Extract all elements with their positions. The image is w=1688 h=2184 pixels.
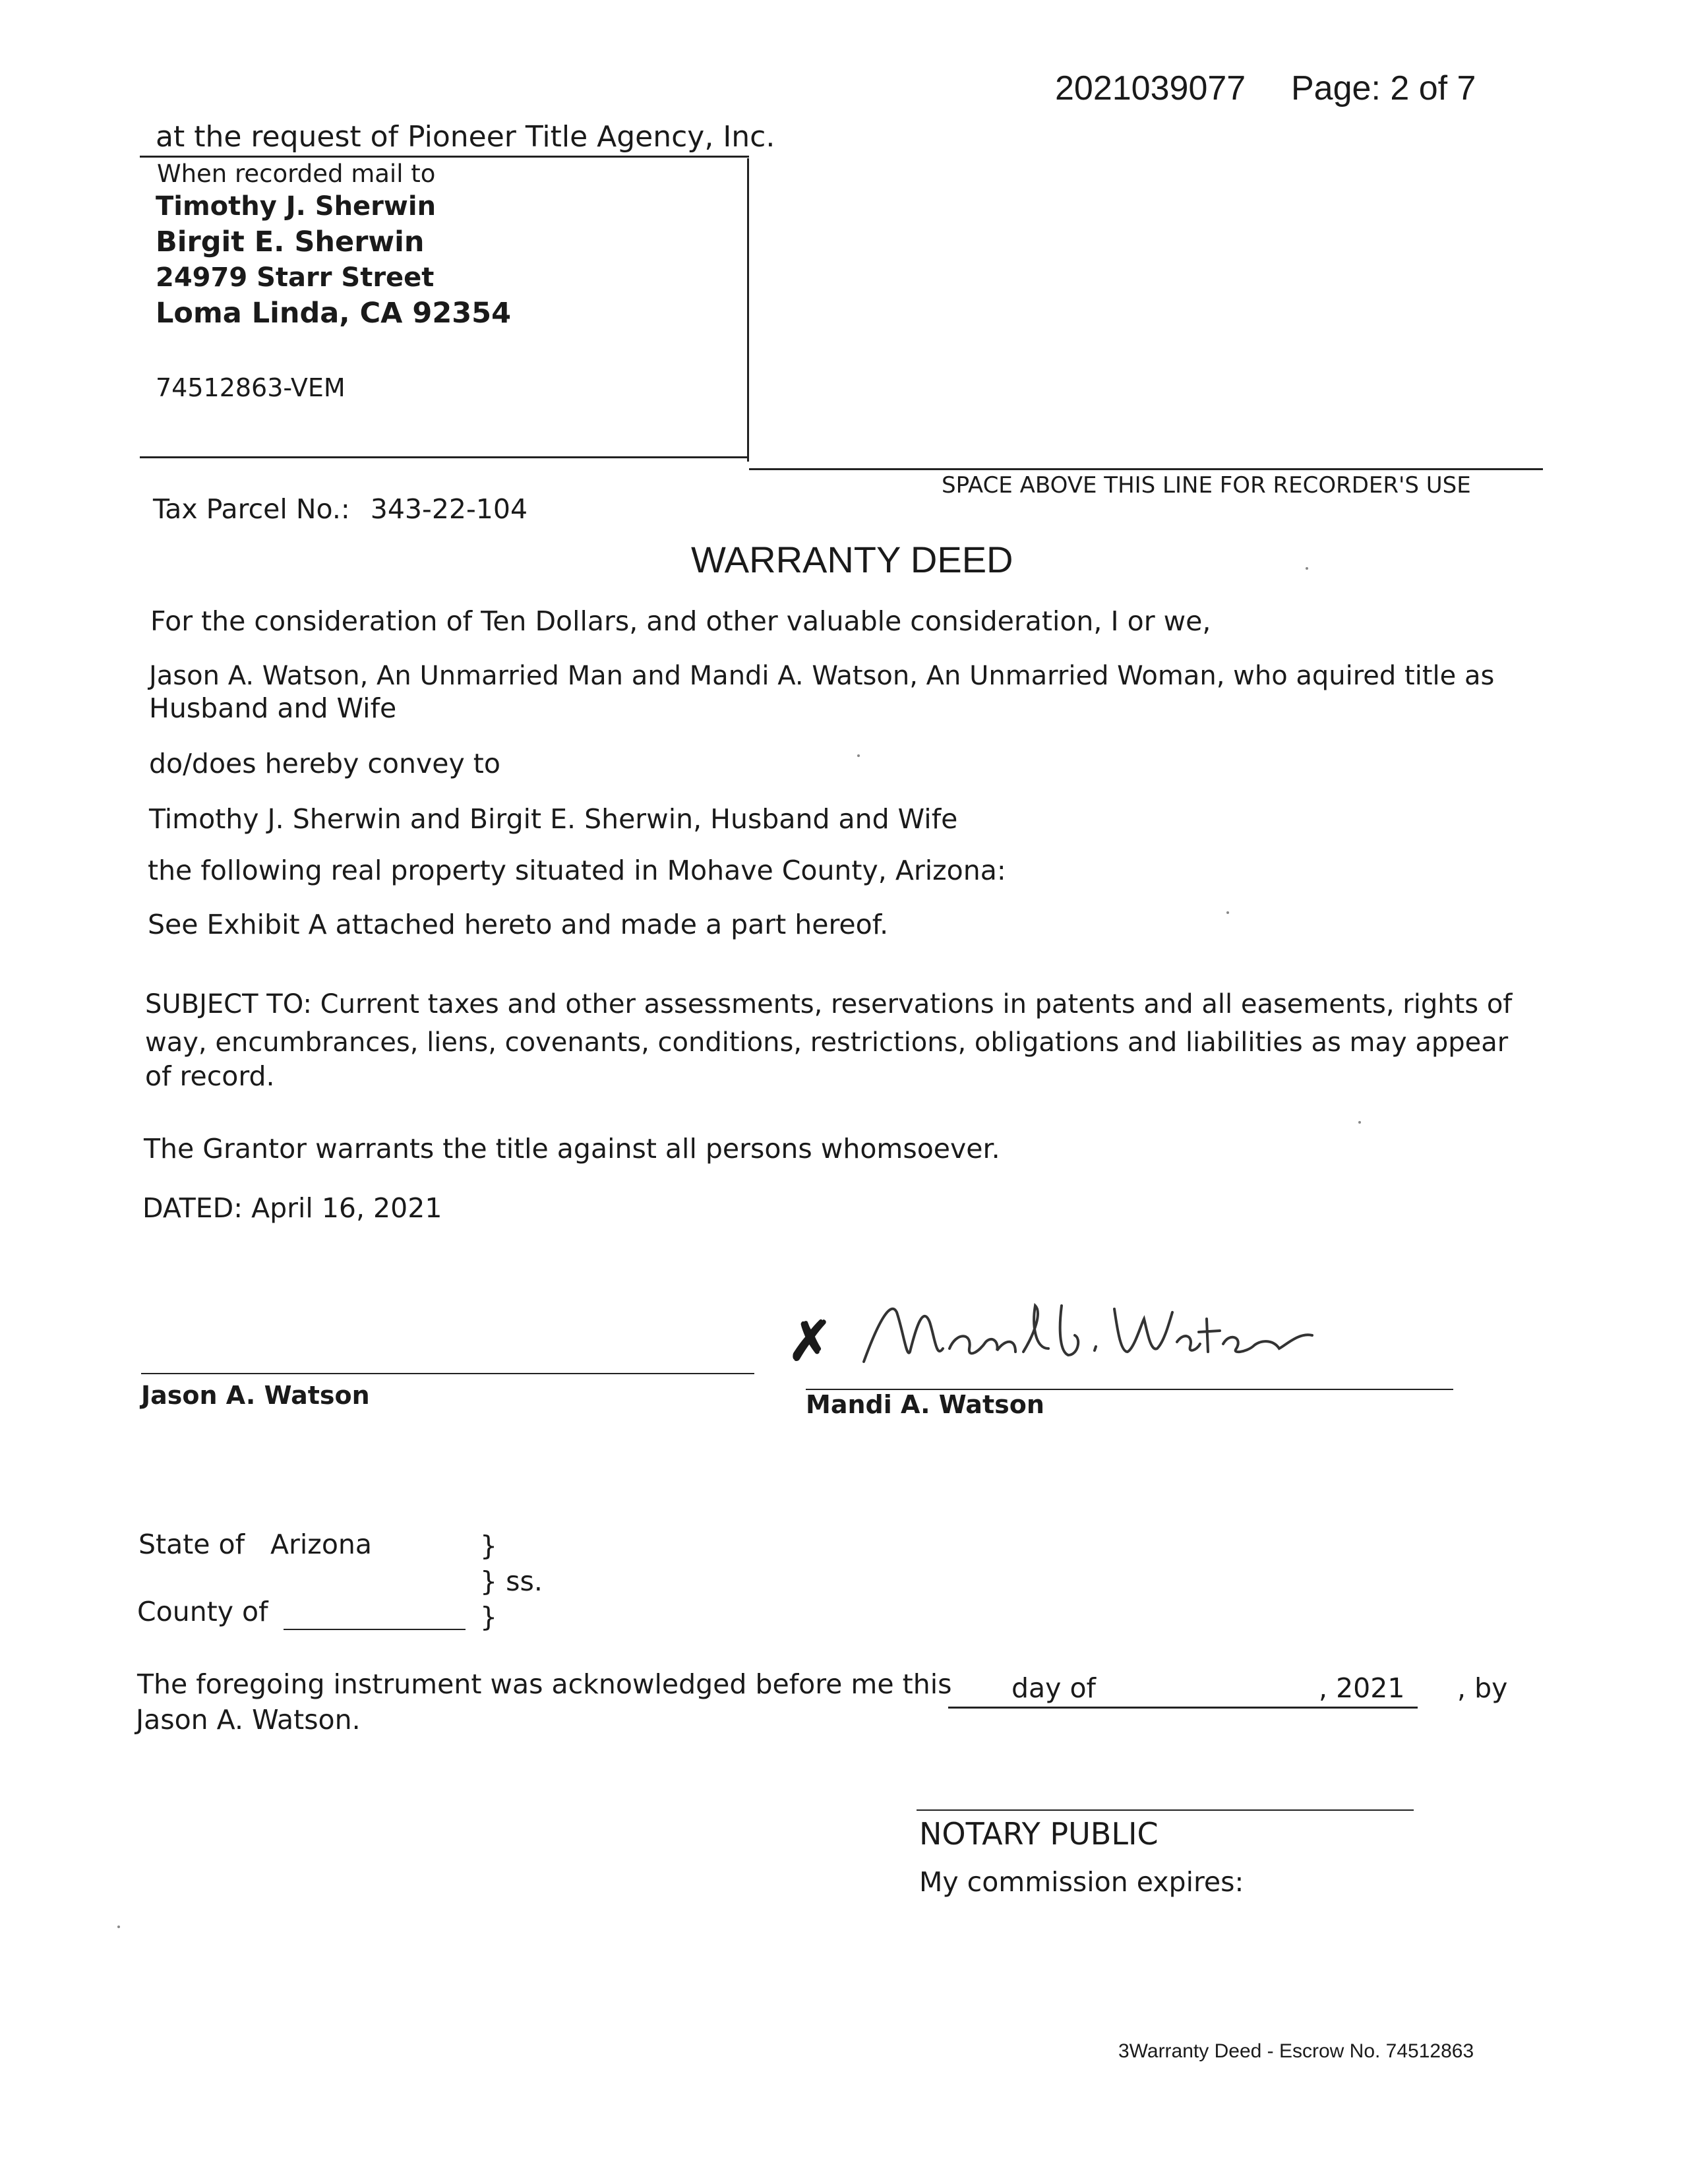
county-label: County of [137, 1596, 268, 1627]
scan-speck [1226, 911, 1229, 914]
ack-by: , by [1457, 1672, 1508, 1704]
scan-speck [1306, 567, 1308, 570]
subject-to-line3: of record. [145, 1060, 275, 1092]
footer-text: 3Warranty Deed - Escrow No. 74512863 [1118, 2040, 1474, 2062]
exhibit-text: See Exhibit A attached hereto and made a part hereof. [148, 909, 889, 940]
signer2-name: Mandi A. Watson [806, 1390, 1044, 1419]
mail-to-label: When recorded mail to [157, 160, 436, 188]
signature-line-1 [141, 1373, 754, 1374]
ack-day-blank [948, 1672, 1418, 1709]
consideration-text: For the consideration of Ten Dollars, and other valuable consideration, I or we, [150, 605, 1211, 637]
state-value: Arizona [270, 1529, 373, 1560]
tax-parcel-value: 343-22-104 [370, 493, 528, 525]
page-title: WARRANTY DEED [691, 539, 1013, 580]
ack-name: Jason A. Watson. [136, 1704, 361, 1736]
dated-text: DATED: April 16, 2021 [142, 1192, 442, 1224]
subject-to-line2: way, encumbrances, liens, covenants, conditions, restrictions, obligations and liabilities as may appear [145, 1027, 1509, 1058]
signer1-name: Jason A. Watson [141, 1381, 370, 1410]
recorder-line [749, 468, 1543, 470]
brace-top: } [480, 1530, 498, 1562]
escrow-code: 74512863-VEM [156, 373, 346, 402]
mail-to-name1: Timothy J. Sherwin [156, 191, 437, 222]
scan-speck [857, 754, 860, 757]
tax-parcel-label: Tax Parcel No.: [153, 493, 350, 525]
brace-bottom: } [480, 1601, 498, 1633]
mail-to-name2: Birgit E. Sherwin [156, 226, 425, 258]
handwritten-signature [851, 1286, 1325, 1378]
scan-speck [117, 1926, 120, 1928]
mail-to-street: 24979 Starr Street [156, 262, 435, 293]
subject-to-line1: SUBJECT TO: Current taxes and other assessments, reservations in patents and all easements, rights of [145, 989, 1513, 1019]
mail-box-bottom-border [140, 456, 749, 458]
mail-to-city: Loma Linda, CA 92354 [156, 297, 511, 330]
warrant-text: The Grantor warrants the title against all persons whomsoever. [144, 1133, 1000, 1165]
notary-signature-line [917, 1809, 1414, 1811]
ss-label: } ss. [480, 1565, 543, 1597]
scan-speck [1358, 1121, 1361, 1124]
convey-text: do/does hereby convey to [149, 748, 500, 779]
mail-box-right-border [747, 158, 749, 462]
county-blank [284, 1629, 466, 1630]
ack-year: , 2021 [1319, 1672, 1405, 1704]
request-line: at the request of Pioneer Title Agency, Inc. [156, 120, 775, 154]
notary-public-label: NOTARY PUBLIC [919, 1816, 1159, 1852]
grantors-line2: Husband and Wife [149, 692, 397, 724]
ack-day-of: day of [1011, 1672, 1096, 1704]
ack-prefix: The foregoing instrument was acknowledged before me this [137, 1668, 952, 1700]
signature-mark-x: ✗ [787, 1310, 833, 1373]
state-label: State of [138, 1529, 245, 1560]
commission-label: My commission expires: [919, 1866, 1244, 1898]
property-text: the following real property situated in Mohave County, Arizona: [148, 855, 1006, 886]
request-underline [140, 156, 749, 158]
grantees-text: Timothy J. Sherwin and Birgit E. Sherwin, Husband and Wife [149, 803, 958, 835]
document-number: 2021039077 [1055, 69, 1246, 107]
tax-parcel [153, 493, 528, 525]
page-label: Page: 2 of 7 [1291, 69, 1476, 107]
grantors-line1: Jason A. Watson, An Unmarried Man and Mandi A. Watson, An Unmarried Woman, who aquired title as [149, 661, 1495, 691]
recorder-space-label: SPACE ABOVE THIS LINE FOR RECORDER'S USE [942, 472, 1471, 499]
